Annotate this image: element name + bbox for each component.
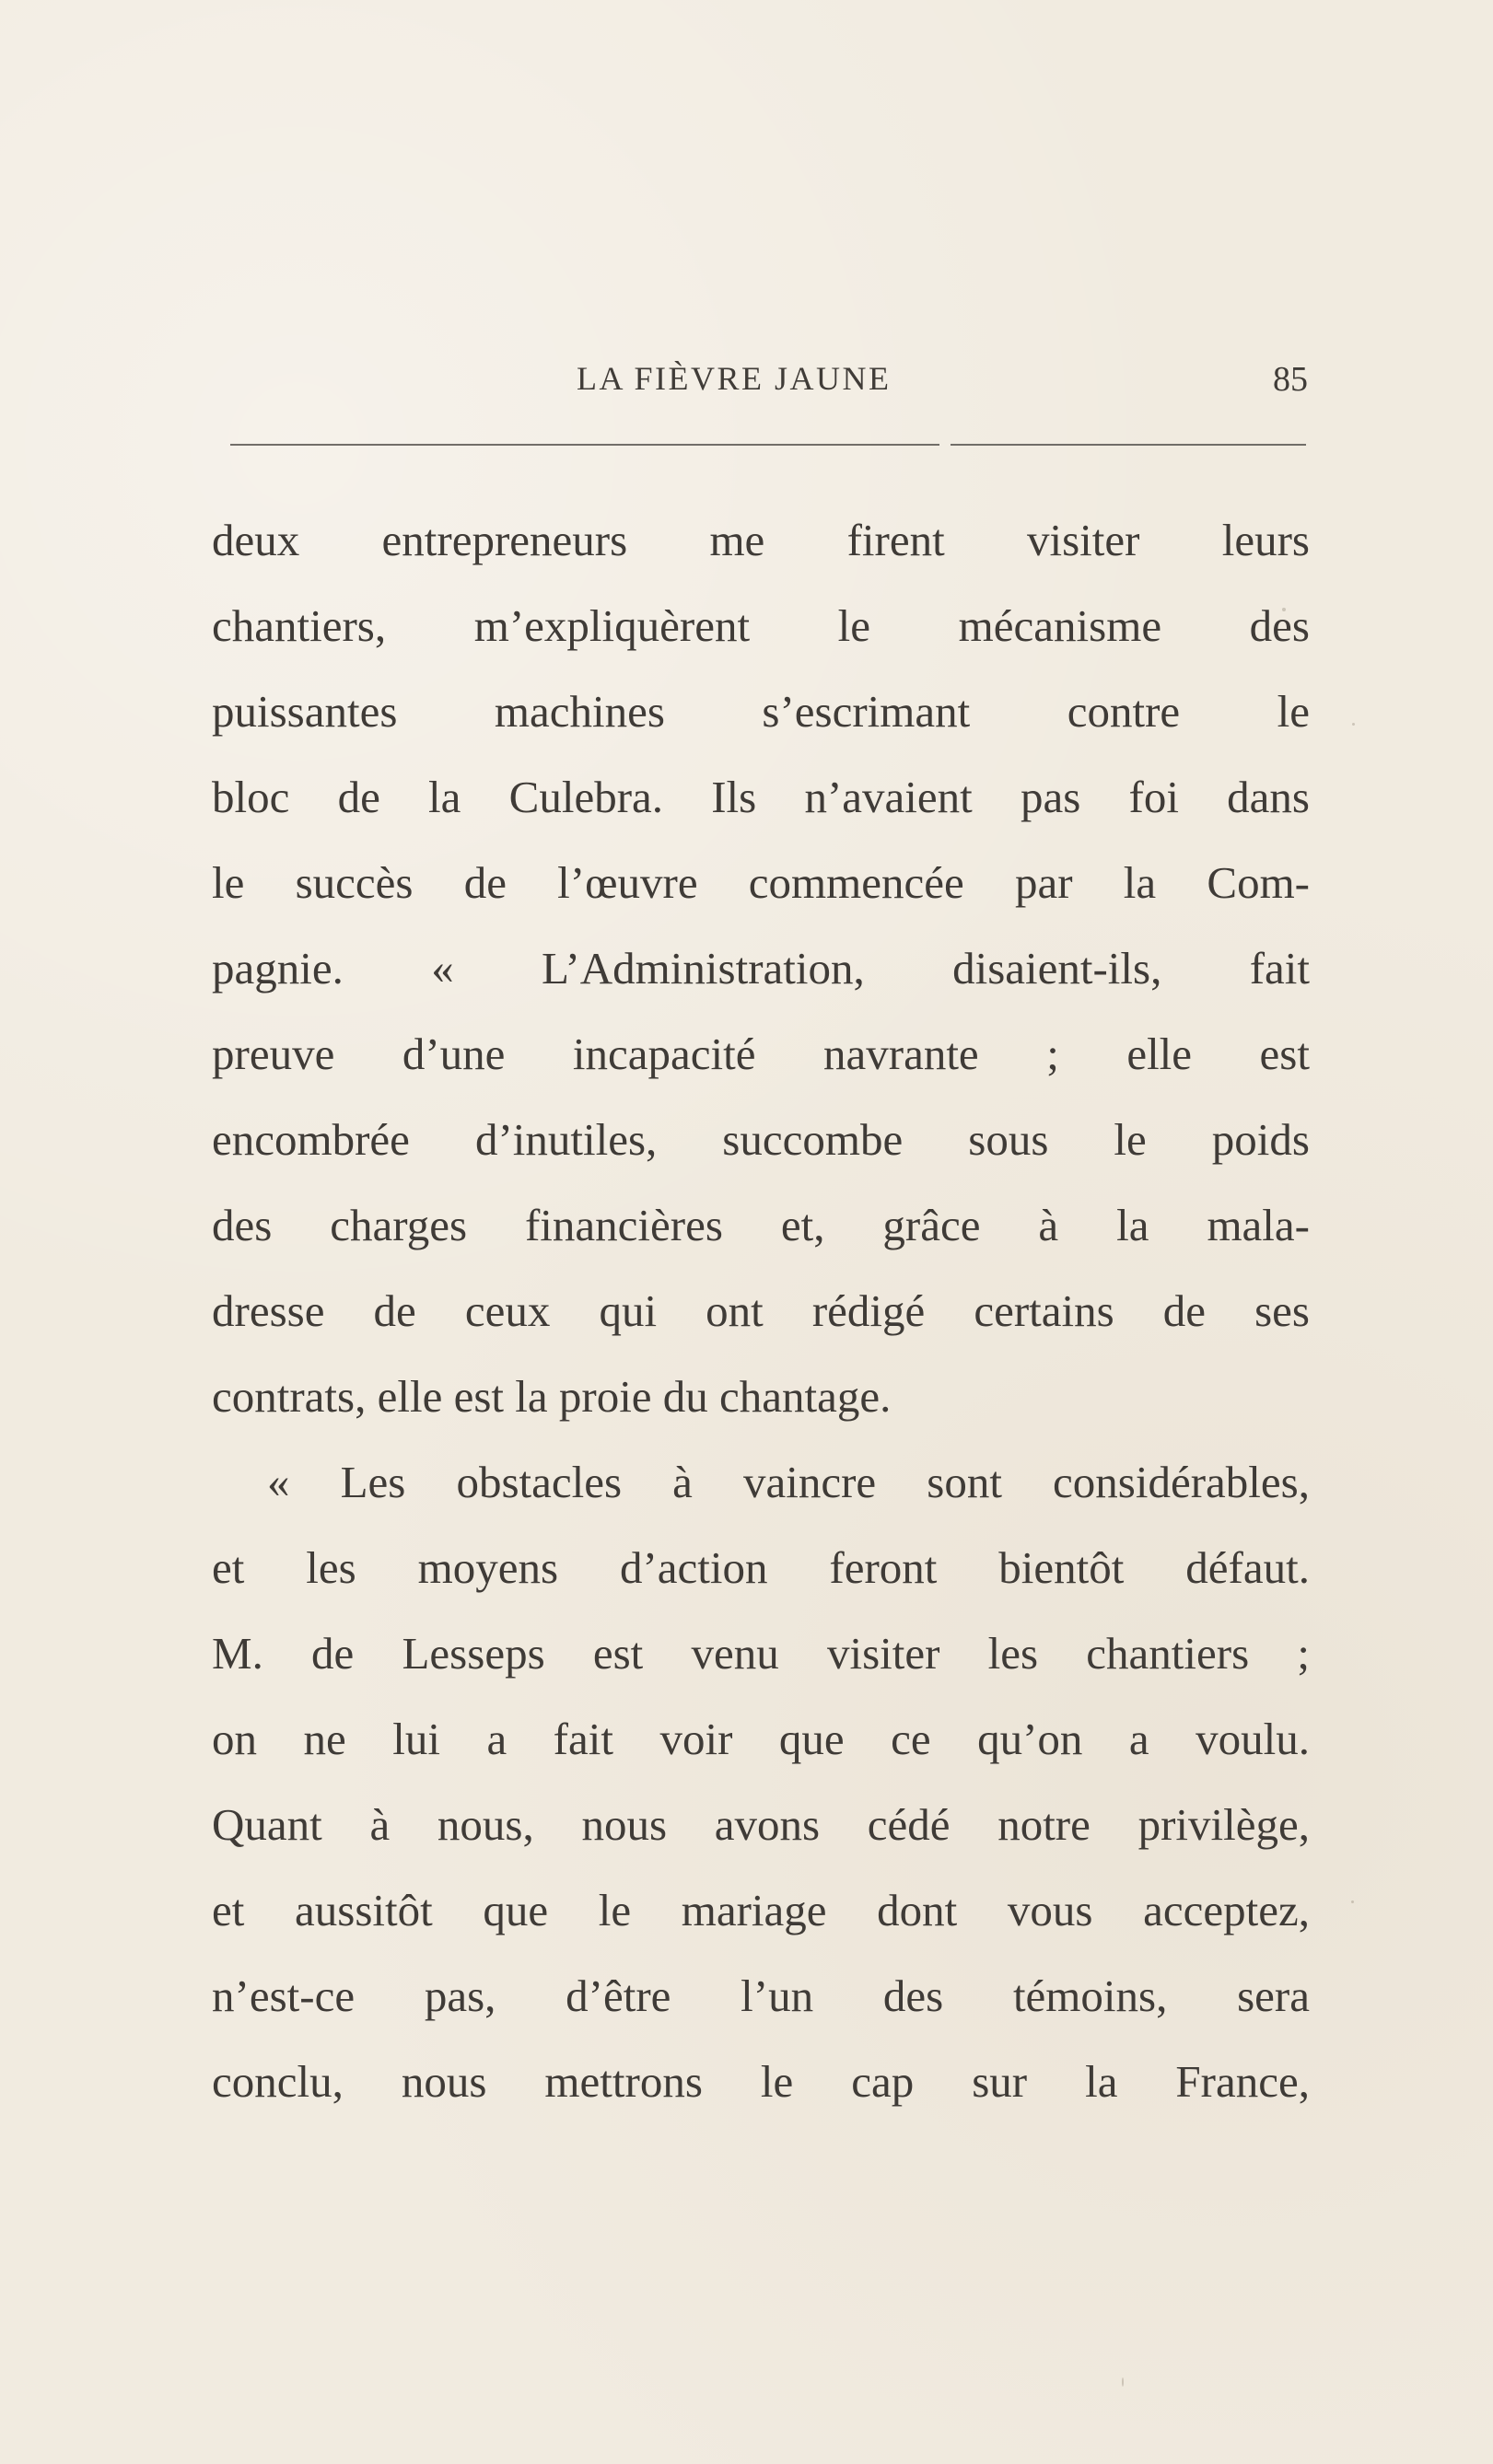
text-line: puissantes machines s’escrimant contre le (212, 686, 1310, 737)
text-line: le succès de l’œuvre commencée par la Com- (212, 857, 1310, 908)
text-line: contrats, elle est la proie du chantage. (212, 1371, 892, 1422)
text-line: deux entrepreneurs me firent visiter leurs (212, 515, 1310, 565)
text-line: dresse de ceux qui ont rédigé certains de ses (212, 1285, 1310, 1336)
paper-speck (1352, 723, 1355, 726)
text-line: bloc de la Culebra. Ils n’avaient pas foi dans (212, 772, 1310, 822)
paper-speck (1282, 608, 1286, 611)
header-rule-right (951, 444, 1306, 446)
text-line: des charges financières et, grâce à la mala- (212, 1200, 1310, 1250)
text-line: M. de Lesseps est venu visiter les chantiers ; (212, 1628, 1310, 1679)
text-line: pagnie. « L’Administration, disaient-ils, fait (212, 943, 1310, 994)
text-line: on ne lui a fait voir que ce qu’on a voulu. (212, 1714, 1310, 1764)
running-head (212, 359, 1308, 405)
text-line: encombrée d’inutiles, succombe sous le poids (212, 1114, 1310, 1165)
paper-speck (1351, 1900, 1354, 1903)
page-number: 85 (1273, 360, 1308, 399)
running-title: LA FIÈVRE JAUNE (577, 360, 892, 397)
header-rule-left (230, 444, 939, 446)
text-line: et les moyens d’action feront bientôt défaut. (212, 1542, 1310, 1593)
body-text (212, 497, 1310, 2124)
text-line: conclu, nous mettrons le cap sur la France, (212, 2056, 1310, 2107)
paper-speck (1122, 2377, 1124, 2387)
text-line: chantiers, m’expliquèrent le mécanisme des (212, 600, 1310, 651)
text-line: et aussitôt que le mariage dont vous acceptez, (212, 1885, 1310, 1935)
text-line: preuve d’une incapacité navrante ; elle est (212, 1029, 1310, 1079)
text-line: n’est-ce pas, d’être l’un des témoins, sera (212, 1970, 1310, 2021)
text-line: Quant à nous, nous avons cédé notre privilège, (212, 1799, 1310, 1850)
text-line: « Les obstacles à vaincre sont considérables, (267, 1457, 1310, 1507)
